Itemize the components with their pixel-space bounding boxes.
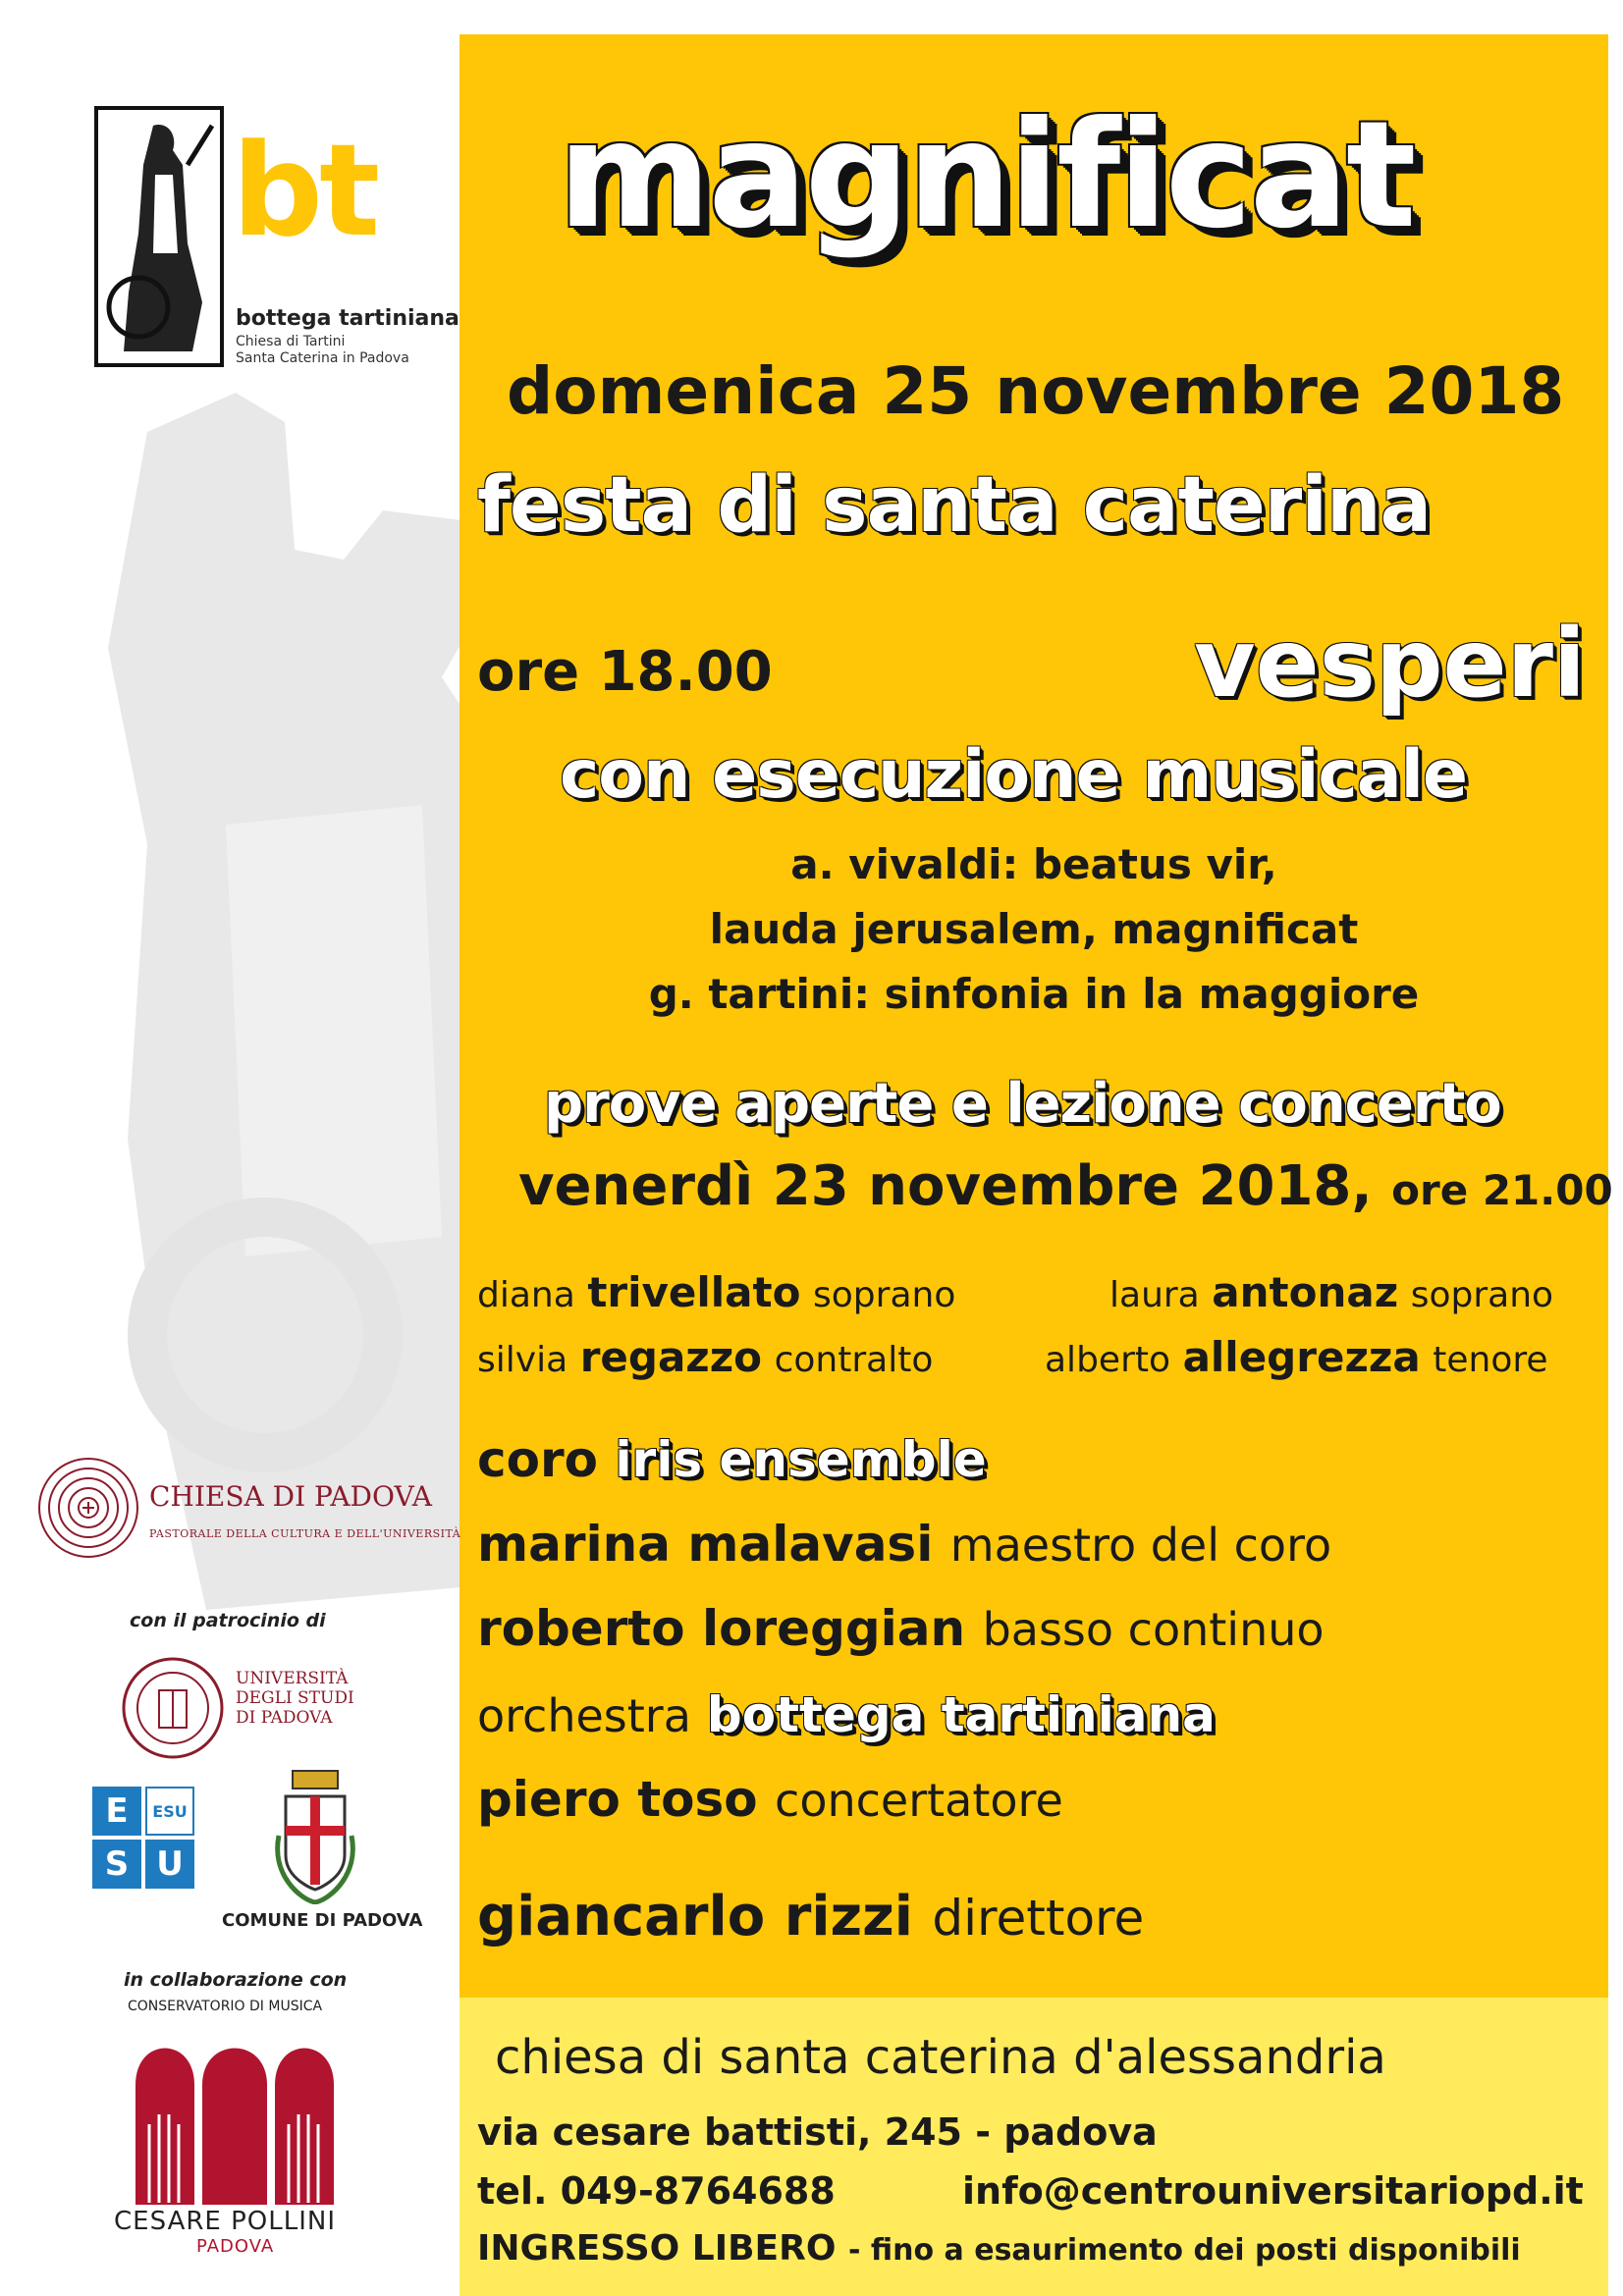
- soloist-4-first: alberto: [1045, 1340, 1171, 1380]
- malavasi-line: [477, 1516, 1331, 1573]
- church-name: chiesa di santa caterina d'alessandria: [495, 2030, 1386, 2085]
- ingresso-label: INGRESSO LIBERO: [477, 2228, 837, 2269]
- coro-label: coro: [477, 1431, 598, 1488]
- orchestra-line: [477, 1686, 1216, 1743]
- malavasi-role: maestro del coro: [949, 1519, 1332, 1572]
- soloist-1-first: diana: [477, 1275, 575, 1315]
- soloist-2-role: soprano: [1410, 1275, 1554, 1315]
- rizzi-line: [477, 1885, 1144, 1949]
- uni-line2: DEGLI STUDI: [236, 1688, 354, 1708]
- esu-tile-s: S: [92, 1840, 141, 1889]
- chiesa-di-padova-subtitle: PASTORALE DELLA CULTURA E DELL'UNIVERSITÀ: [149, 1527, 461, 1540]
- orchestra-label: orchestra: [477, 1689, 691, 1742]
- ingresso-line: [477, 2228, 1521, 2269]
- conservatorio-label: CONSERVATORIO DI MUSICA: [128, 1999, 323, 2014]
- pollini-name: CESARE POLLINI: [114, 2207, 337, 2236]
- soloist-2-first: laura: [1109, 1275, 1200, 1315]
- loreggian-name: roberto loreggian: [477, 1600, 966, 1657]
- esecuzione-label: con esecuzione musicale: [560, 736, 1468, 814]
- venerdi-date-text: venerdì 23 novembre 2018,: [518, 1154, 1373, 1218]
- collaborazione-label: in collaborazione con: [124, 1969, 348, 1991]
- esu-tile-icon: [145, 1787, 194, 1836]
- soloist-4-last: allegrezza: [1182, 1333, 1421, 1381]
- loreggian-role: basso continuo: [982, 1603, 1325, 1656]
- rizzi-name: giancarlo rizzi: [477, 1885, 913, 1949]
- patrocinio-label: con il patrocinio di: [130, 1610, 326, 1631]
- malavasi-name: marina malavasi: [477, 1516, 934, 1573]
- prove-label: prove aperte e lezione concerto: [544, 1072, 1501, 1136]
- vesperi-title: vesperi: [1194, 609, 1586, 719]
- festa-title: festa di santa caterina: [477, 461, 1432, 550]
- chiesa-di-padova-name: CHIESA DI PADOVA: [149, 1480, 432, 1513]
- bt-sub-line2: Santa Caterina in Padova: [236, 350, 409, 366]
- esu-small-text: ESU: [152, 1801, 188, 1821]
- bottega-tartiniana-logo-icon: [94, 106, 224, 367]
- contact-phone: tel. 049-8764688: [477, 2169, 836, 2213]
- soloist-3-first: silvia: [477, 1340, 568, 1380]
- esu-tile-e: E: [92, 1787, 141, 1836]
- comune-padova-crest-icon: [271, 1767, 359, 1904]
- uni-line3: DI PADOVA: [236, 1708, 333, 1728]
- bt-logo-letters: bt: [232, 116, 377, 265]
- event-title: magnificat: [558, 90, 1414, 261]
- soloist-1-role: soprano: [813, 1275, 956, 1315]
- esu-logo: [92, 1787, 194, 1889]
- soloist-4-role: tenore: [1433, 1340, 1548, 1380]
- universita-padova-seal-icon: [120, 1655, 226, 1761]
- coro-line: [477, 1431, 987, 1488]
- uni-line1: UNIVERSITÀ: [236, 1669, 349, 1688]
- soloist-4: [1045, 1333, 1548, 1381]
- rizzi-role: direttore: [932, 1890, 1145, 1947]
- soloist-2: [1109, 1268, 1553, 1316]
- comune-padova-name: COMUNE DI PADOVA: [222, 1910, 423, 1931]
- ingresso-note: - fino a esaurimento dei posti disponibili: [848, 2233, 1521, 2268]
- pollini-city: PADOVA: [196, 2236, 275, 2257]
- esu-tile-u: U: [145, 1840, 194, 1889]
- toso-name: piero toso: [477, 1771, 758, 1828]
- bottega-tartiniana-name: bottega tartiniana: [236, 306, 460, 331]
- program-line2: lauda jerusalem, magnificat: [709, 905, 1359, 953]
- program-line1: a. vivaldi: beatus vir,: [790, 840, 1277, 888]
- bottega-tartiniana-subtitle: [236, 334, 409, 367]
- soloist-1: [477, 1268, 955, 1316]
- toso-line: [477, 1771, 1063, 1828]
- chiesa-di-padova-logo-icon: [35, 1455, 141, 1561]
- coro-name: iris ensemble: [615, 1431, 987, 1488]
- orchestra-name: bottega tartiniana: [706, 1686, 1216, 1743]
- soloist-3-role: contralto: [774, 1340, 934, 1380]
- soloist-1-last: trivellato: [587, 1268, 801, 1316]
- church-address: via cesare battisti, 245 - padova: [477, 2110, 1158, 2154]
- toso-role: concertatore: [775, 1774, 1063, 1827]
- contact-email[interactable]: info@centrouniversitariopd.it: [962, 2169, 1584, 2213]
- venerdi-time: ore 21.00: [1391, 1166, 1613, 1214]
- conservatorio-pollini-logo-icon: [132, 2026, 338, 2205]
- venerdi-date: [518, 1154, 1613, 1218]
- universita-padova-name: [236, 1669, 354, 1728]
- event-date: domenica 25 novembre 2018: [507, 353, 1565, 429]
- loreggian-line: [477, 1600, 1325, 1657]
- program-line3: g. tartini: sinfonia in la maggiore: [648, 970, 1420, 1018]
- soloist-3-last: regazzo: [579, 1333, 763, 1381]
- bt-sub-line1: Chiesa di Tartini: [236, 334, 346, 349]
- soloist-2-last: antonaz: [1212, 1268, 1399, 1316]
- vesperi-time: ore 18.00: [477, 640, 773, 704]
- soloist-3: [477, 1333, 933, 1381]
